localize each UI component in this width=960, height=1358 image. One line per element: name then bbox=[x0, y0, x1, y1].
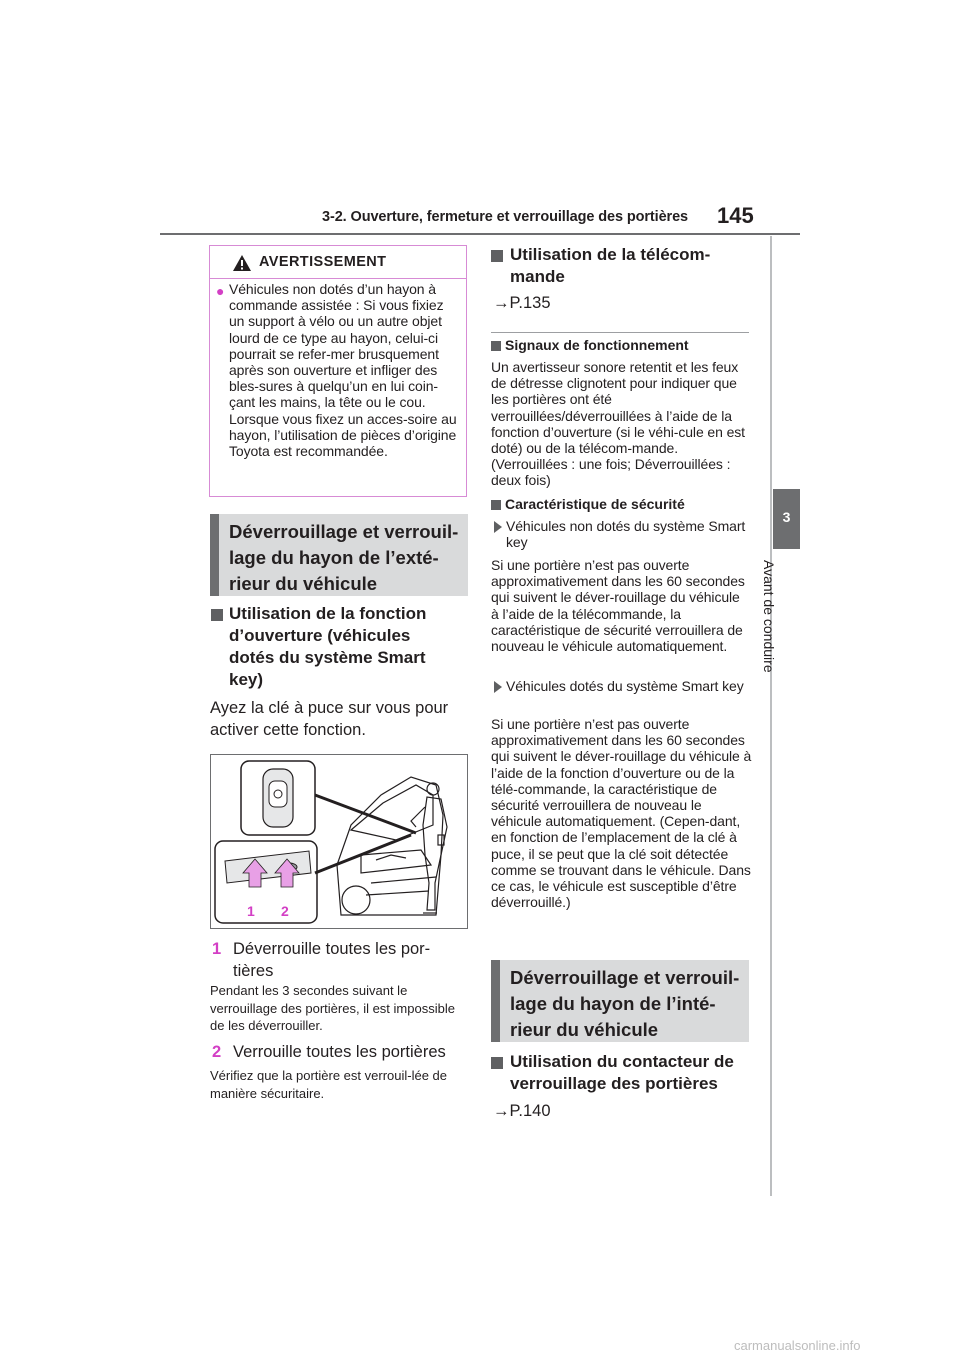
running-header: 3-2. Ouverture, fermeture et verrouillage des portières bbox=[322, 209, 688, 225]
item-note-2: Vérifiez que la portière est verrouil-lée de manière sécuritaire. bbox=[210, 1068, 448, 1101]
section-title-interior: Déverrouillage et verrouil-lage du hayon de l’inté-rieur du véhicule bbox=[491, 960, 749, 1042]
arrow-right-icon bbox=[494, 681, 502, 693]
square-bullet-icon bbox=[211, 609, 223, 621]
square-bullet-icon bbox=[491, 250, 503, 262]
item-label-2: Verrouille toutes les portières bbox=[233, 1043, 446, 1061]
page-ref-135: →P.135 bbox=[493, 294, 551, 312]
subhead-opener: Utilisation de la fonction d’ouverture (véhicules dotés du système Smart key) bbox=[229, 604, 427, 689]
page-ref-140: →P.140 bbox=[493, 1102, 551, 1120]
security-heading: Caractéristique de sécurité bbox=[505, 496, 685, 512]
chapter-number: 3 bbox=[782, 509, 791, 525]
square-bullet-icon bbox=[491, 500, 501, 510]
illustration-label-1: 1 bbox=[247, 903, 255, 919]
section-title-exterior: Déverrouillage et verrouil-lage du hayon de l’exté-rieur du véhicule bbox=[210, 514, 468, 596]
arrow-right-icon bbox=[494, 521, 502, 533]
square-bullet-icon bbox=[491, 1057, 503, 1069]
case2-text: Si une portière n’est pas ouverte approximativement dans les 60 secondes qui suivent le déver-rouillage du véhicule à l’aide de la fonction d’ouverture ou de la télé-commande, la caractéristique de sécurité verrouillera de nouveau le véhicule automatiquement. (Cepen-dant, en fonction de l’emplacement de la clé à puce, il se peut que la clé soit détectée comme se trouvant dans le véhicule. Dans ce cas, le véhicule est susceptible d’être déverrouillé.) bbox=[491, 716, 752, 911]
item-number-2: 2 bbox=[212, 1043, 222, 1061]
page-number: 145 bbox=[717, 203, 754, 228]
case1-text: Si une portière n’est pas ouverte approximativement dans les 60 secondes qui suivent le déver-rouillage du véhicule à l’aide de la télécommande, la caractéristique de sécurité verrouillera de nouveau le véhicule automatiquement. bbox=[491, 557, 745, 655]
bullet-icon: ● bbox=[216, 283, 225, 299]
watermark: carmanualsonline.info bbox=[734, 1338, 861, 1353]
case1-label: Véhicules non dotés du système Smart key bbox=[506, 518, 746, 551]
item-label-1: Déverrouille toutes les por-tières bbox=[233, 940, 431, 980]
thin-divider bbox=[491, 332, 749, 333]
signals-text: Un avertisseur sonore retentit et les feux de détresse clignotent pour indiquer que les portières ont été verrouillées/déverrouillées à l’aide de la fonction d’ouverture (si le véhi-cule en est doté) ou de la télécom-mande. (Verrouillées : une fois; Déverrouillées : deux fois) bbox=[491, 359, 745, 489]
warning-header bbox=[210, 246, 466, 279]
side-rule bbox=[770, 236, 772, 1196]
signals-heading: Signaux de fonctionnement bbox=[505, 337, 689, 353]
subhead-remote: Utilisation de la télécom-mande bbox=[510, 245, 711, 286]
warning-text: Véhicules non dotés d’un hayon à commande assistée : Si vous fixiez un support à vélo ou un autre objet lourd de ce type au hayon, celui-ci pourrait se refer-mer brusquement après son ouverture et infliger des bles-sures à quelqu’un en lui coin-çant les mains, la tête ou le cou. Lorsque vous fixez un acces-soire au hayon, l’utilisation de pièces d’origine Toyota est recommandée. bbox=[229, 281, 457, 460]
case2-label: Véhicules dotés du système Smart key bbox=[506, 678, 744, 694]
chapter-label: Avant de conduire bbox=[761, 560, 777, 673]
item-number-1: 1 bbox=[212, 940, 222, 958]
header-rule bbox=[160, 233, 800, 235]
intro-text: Ayez la clé à puce sur vous pour activer cette fonction. bbox=[210, 699, 449, 739]
item-note-1: Pendant les 3 secondes suivant le verrouillage des portières, il est impossible de les déverrouiller. bbox=[210, 983, 455, 1033]
tailgate-illustration bbox=[211, 755, 467, 928]
subhead-lock-switch: Utilisation du contacteur de verrouillage des portières bbox=[510, 1052, 734, 1093]
square-bullet-icon bbox=[491, 341, 501, 351]
warning-title: AVERTISSEMENT bbox=[259, 254, 387, 270]
illustration-label-2: 2 bbox=[281, 903, 289, 919]
warning-triangle-icon bbox=[232, 254, 252, 272]
warning-box bbox=[209, 245, 467, 497]
illustration-tailgate-opener bbox=[210, 754, 468, 929]
